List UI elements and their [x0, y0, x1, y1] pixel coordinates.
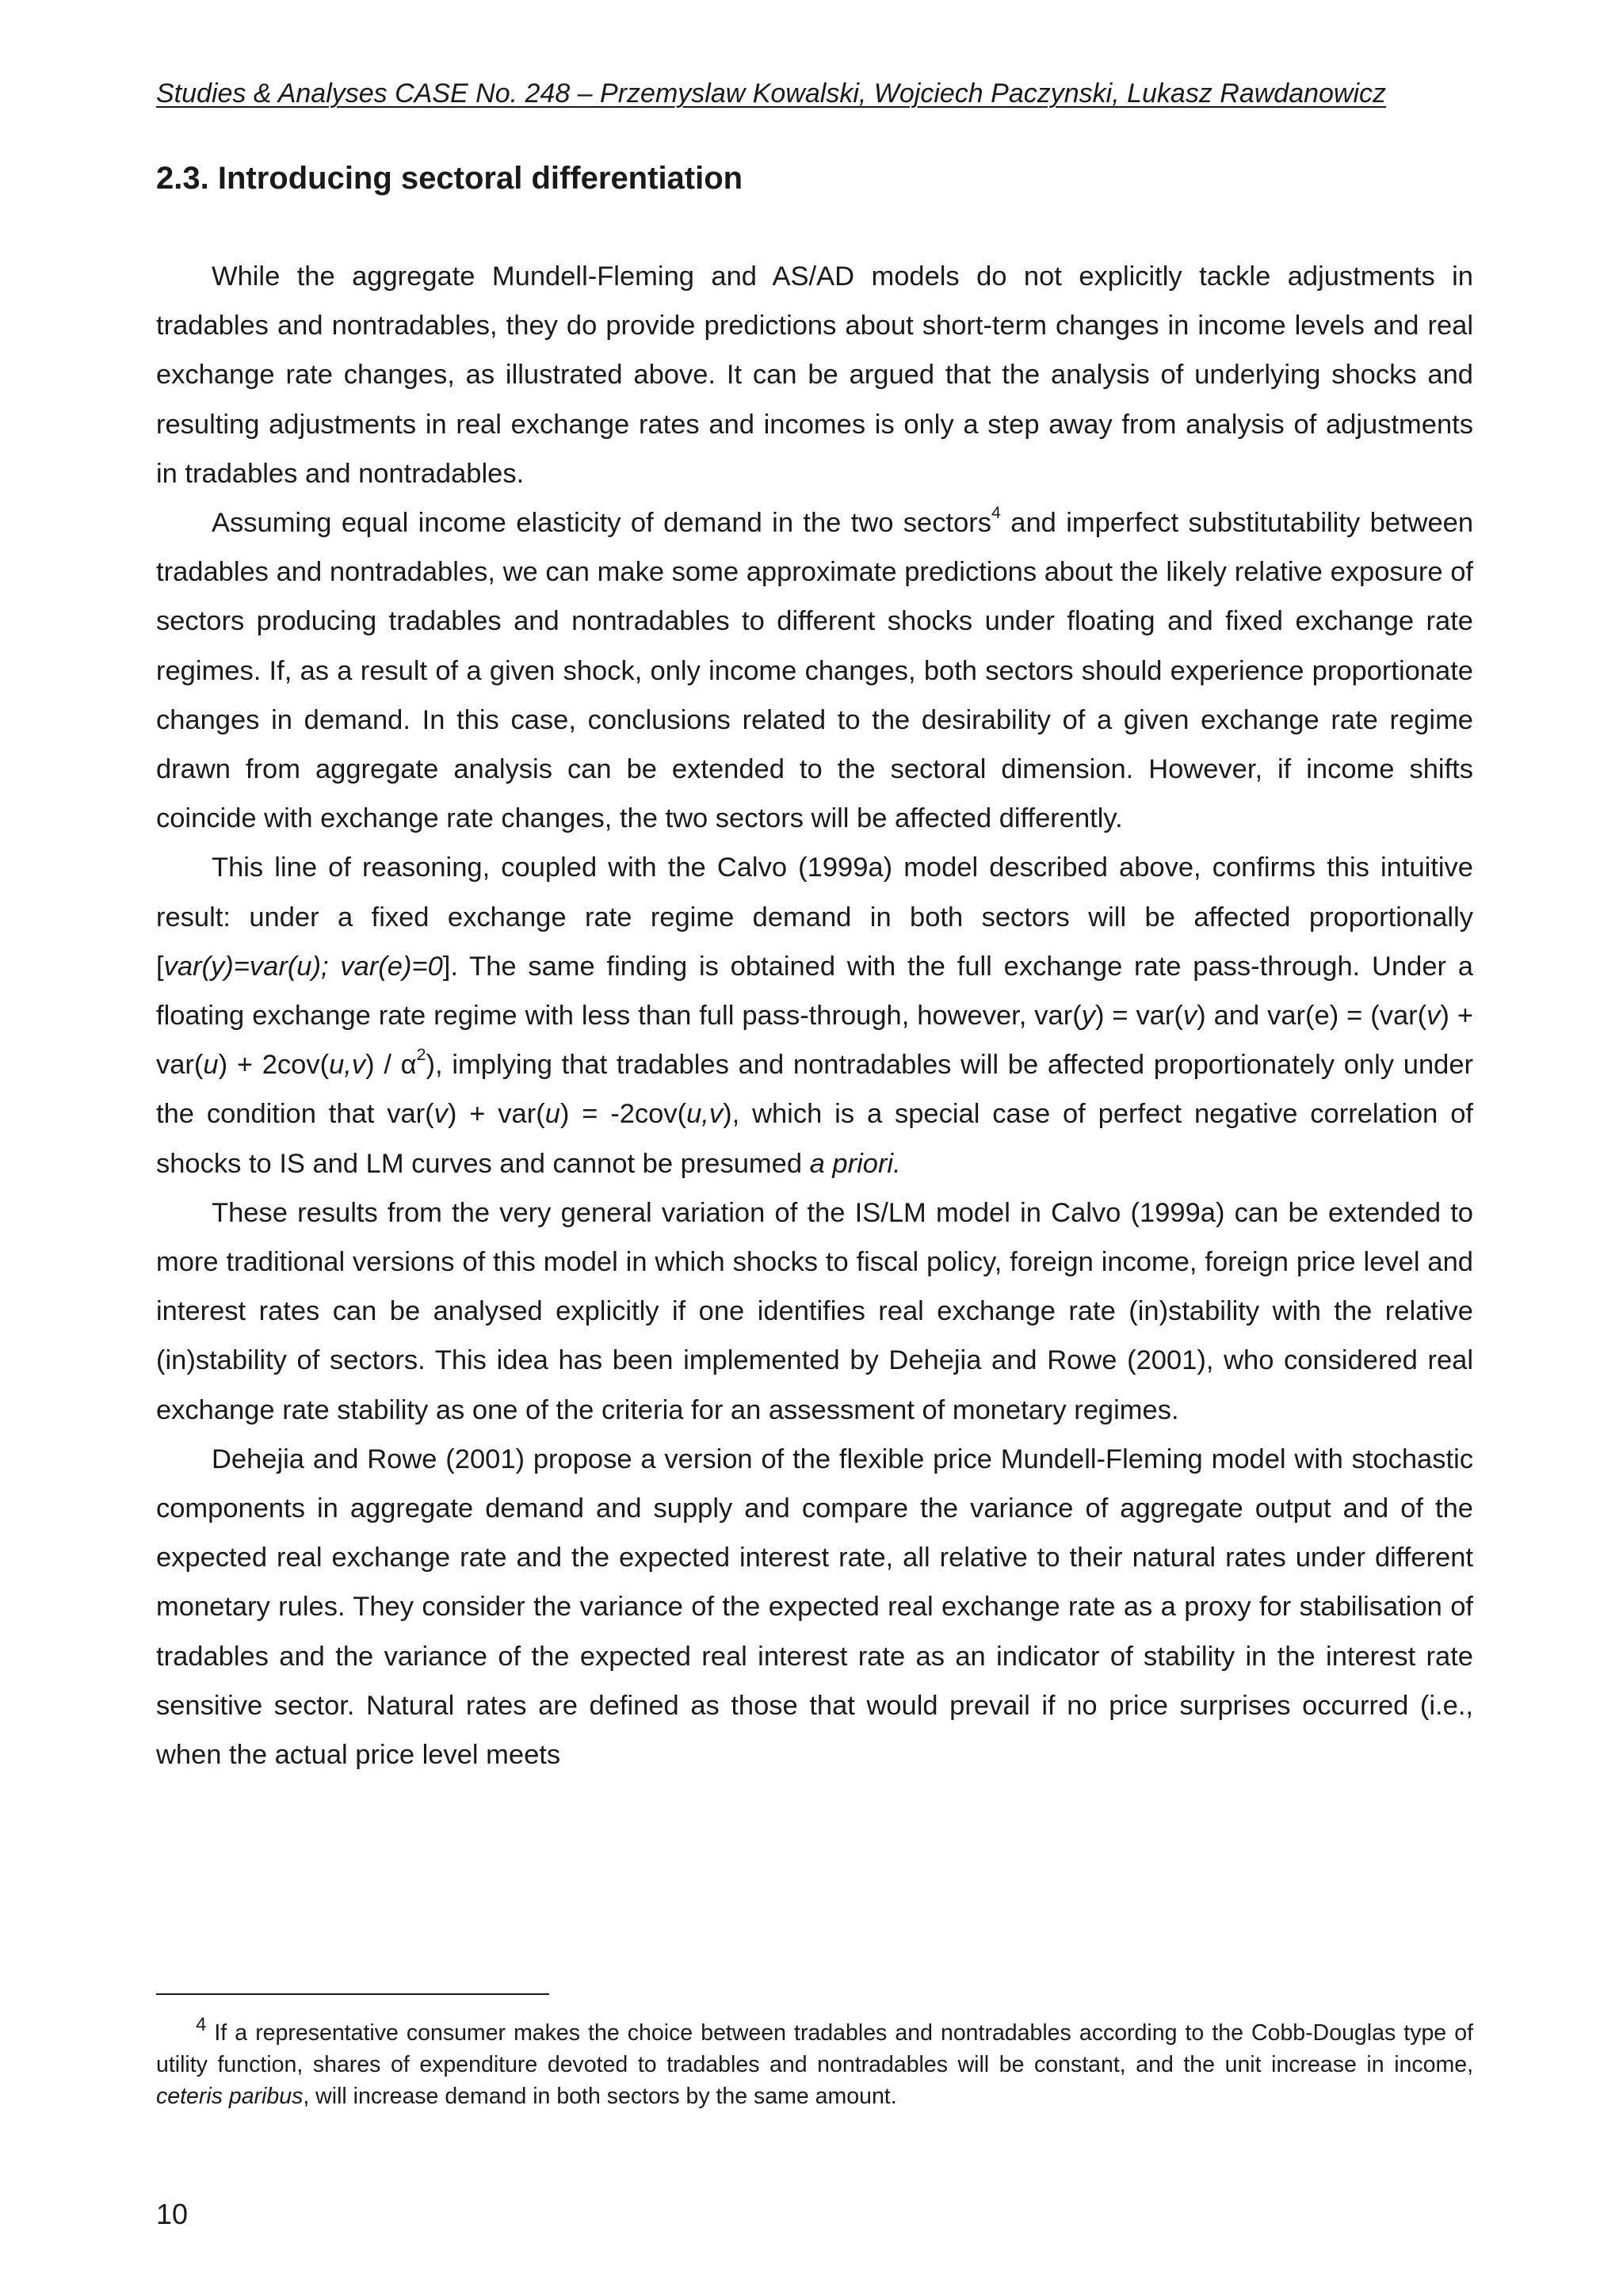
- footnote-text-b: , will increase demand in both sectors by the same amount.: [303, 2084, 897, 2109]
- inline-equation: var(y)=var(u); var(e)=0: [163, 951, 443, 982]
- paragraph-5: Dehejia and Rowe (2001) propose a version of the flexible price Mundell-Fleming model with stochastic components in aggregate demand and supply and compare the variance of aggregate output and of the expected real exchange rate and the expected interest rate, all relative to their natural rates under different monetary rules. They consider the variance of the expected real exchange rate as a proxy for stabilisation of tradables and the variance of the expected real interest rate as an indicator of stability in the interest rate sensitive sector. Natural rates are defined as those that would prevail if no price surprises occurred (i.e., when the actual price level meets: [156, 1444, 1473, 1771]
- math-variable: u: [203, 1050, 219, 1081]
- paragraph-3-text: ) + 2cov(: [218, 1050, 330, 1081]
- paragraph-3-text: ) + var(: [447, 1099, 545, 1130]
- footnote-emphasis: ceteris paribus: [156, 2084, 304, 2109]
- footnote-mark: 4: [196, 2014, 207, 2035]
- paragraph-3-text: ) + var(: [156, 1001, 1473, 1081]
- paragraph-3-text: ]. The same finding is obtained with the full exchange rate pass-through. Under a floating exchange rate regime with less than full pass-through, however, var(: [156, 951, 1473, 1032]
- math-variable: v: [433, 1099, 448, 1130]
- paragraph-2-text-a: Assuming equal income elasticity of demand in the two sectors: [212, 508, 992, 539]
- paragraph-3: [156, 843, 1473, 1188]
- emphasis-a-priori: a priori.: [809, 1148, 901, 1179]
- footnote-text-a: If a representative consumer makes the choice between tradables and nontradables according to the Cobb-Douglas type of utility function, shares of expenditure devoted to tradables and nontradables will be constant, and the unit increase in income,: [156, 2020, 1473, 2077]
- paragraph-3-text: ) = -2cov(: [559, 1099, 687, 1130]
- footnote-reference: 4: [991, 502, 1001, 522]
- paragraph-4: These results from the very general variation of the IS/LM model in Calvo (1999a) can be extended to more traditional versions of this model in which shocks to fiscal policy, foreign income, foreign price level and interest rates can be analysed explicitly if one identifies real exchange rate (in)stability with the relative (in)stability of sectors. This idea has been implemented by Dehejia and Rowe (2001), who considered real exchange rate stability as one of the criteria for an assessment of monetary regimes.: [156, 1197, 1473, 1425]
- math-variable: u,v: [686, 1099, 724, 1130]
- body-text: [156, 252, 1473, 1779]
- page-number: 10: [156, 2198, 189, 2230]
- math-variable: u,v: [329, 1050, 366, 1081]
- paragraph-3-text: ) = var(: [1094, 1001, 1183, 1032]
- math-variable: v: [1182, 1001, 1197, 1032]
- section-heading: 2.3. Introducing sectoral differentiation: [156, 161, 743, 196]
- footnote-4: [156, 2014, 1473, 2112]
- math-variable: v: [1426, 1001, 1441, 1032]
- paragraph-3-text: ) and var(e) = (var(: [1197, 1001, 1427, 1032]
- math-variable: u: [544, 1099, 560, 1130]
- paragraph-3-text: This line of reasoning, coupled with the Calvo (1999a) model described above, confirms this intuitive result: under a fixed exchange rate regime demand in both sectors will be affected proportionally [: [156, 852, 1473, 982]
- paragraph-3-text: ) / α: [365, 1050, 417, 1081]
- paragraph-1: While the aggregate Mundell-Fleming and AS/AD models do not explicitly tackle adjustments in tradables and nontradables, they do provide predictions about short-term changes in income levels and real exchange rate changes, as illustrated above. It can be argued that the analysis of underlying shocks and resulting adjustments in real exchange rates and incomes is only a step away from analysis of adjustments in tradables and nontradables.: [156, 261, 1473, 489]
- running-header: Studies & Analyses CASE No. 248 – Przemyslaw Kowalski, Wojciech Paczynski, Lukasz Rawdanowicz: [156, 78, 1387, 109]
- paragraph-3-text: ), which is a special case of perfect negative correlation of shocks to IS and LM curves and cannot be presumed: [156, 1099, 1474, 1179]
- paragraph-3-text: ), implying that tradables and nontradables will be affected proportionately only under the condition that var(: [156, 1050, 1473, 1130]
- paragraph-2-text-b: and imperfect substitutability between tradables and nontradables, we can make some approximate predictions about the likely relative exposure of sectors producing tradables and nontradables to different shocks under floating and fixed exchange rate regimes. If, as a result of a given shock, only income changes, both sectors should experience proportionate changes in demand. In this case, conclusions related to the desirability of a given exchange rate regime drawn from aggregate analysis can be extended to the sectoral dimension. However, if income shifts coincide with exchange rate changes, the two sectors will be affected differently.: [156, 508, 1474, 834]
- paragraph-2: [156, 498, 1473, 843]
- math-variable: y: [1081, 1001, 1095, 1032]
- footnote-separator: [156, 1993, 549, 1995]
- math-exponent: 2: [416, 1045, 426, 1065]
